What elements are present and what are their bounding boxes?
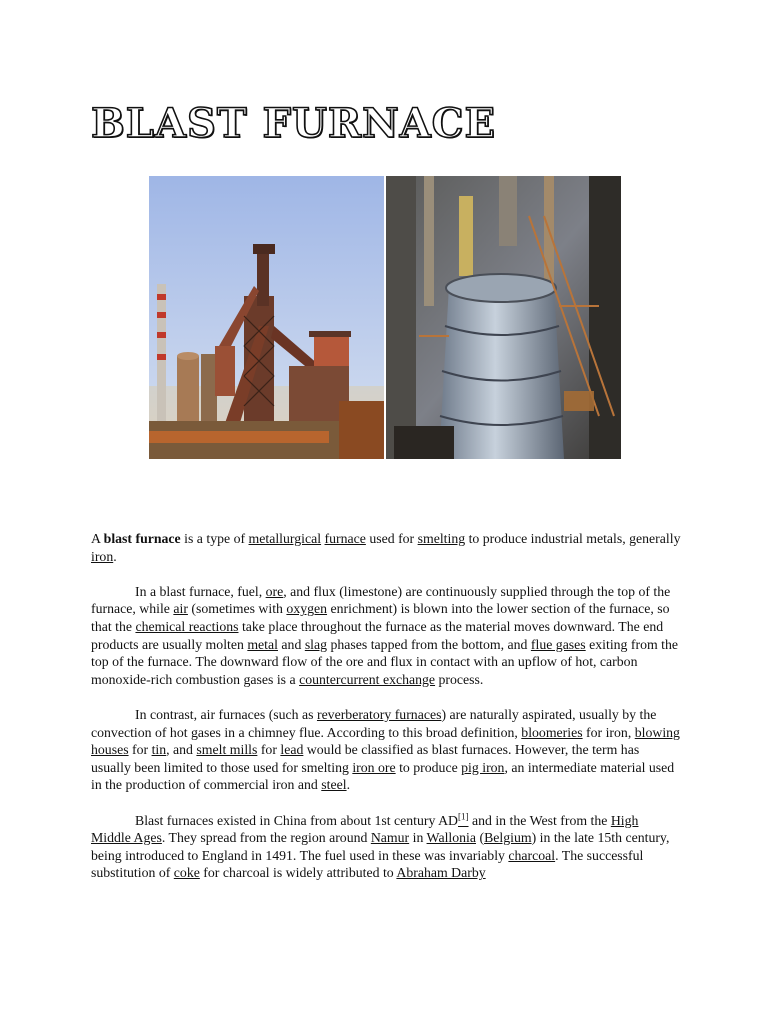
link-blowing-houses[interactable]: blowing houses — [91, 724, 680, 758]
text-run: exiting from the top of the furnace. The downward flow of the ore and flux in contact with an upflow of hot, carbon monoxide-rich combustion gases is a — [91, 636, 679, 687]
link-charcoal[interactable]: charcoal — [508, 847, 556, 863]
text-run: for charcoal is widely attributed to — [199, 865, 397, 881]
text-run: , and flux (limestone) are continuously supplied through the top of the furnace, while — [91, 583, 671, 617]
link-abraham-darby[interactable]: Abraham Darby — [396, 865, 486, 881]
text-run: In a blast furnace, fuel, — [135, 583, 266, 599]
paragraph — [91, 706, 681, 794]
link-tin[interactable]: tin — [151, 742, 167, 758]
link-chemical-reactions[interactable]: chemical reactions — [135, 618, 239, 634]
link-furnace[interactable]: furnace — [324, 531, 366, 546]
link-lead[interactable]: lead — [280, 742, 304, 758]
text-run: for iron, — [582, 724, 635, 740]
link-steel[interactable]: steel — [321, 777, 347, 793]
text-run: to produce — [395, 759, 462, 775]
link-air[interactable]: air — [173, 601, 188, 617]
paragraph — [91, 812, 681, 882]
text-run: . — [346, 777, 351, 793]
link-flue-gases[interactable]: flue gases — [530, 636, 586, 652]
text-run: , an intermediate material used in the production of commercial iron and — [91, 759, 675, 793]
text-run: ) in the late 15th century, being introduced to England in 1491. The fuel used in these was invariably — [91, 830, 670, 863]
text-run: . The successful substitution of — [91, 847, 644, 881]
text-run: Blast furnaces existed in China from about 1st century AD — [135, 812, 459, 828]
text-run: ( — [476, 830, 485, 846]
text-run: . — [113, 548, 117, 564]
link-countercurrent-exchange[interactable]: countercurrent exchange — [299, 671, 436, 687]
link-iron[interactable]: iron — [91, 548, 114, 564]
text-run: and — [277, 636, 305, 652]
link-metallurgical[interactable]: metallurgical — [248, 531, 322, 546]
exterior-photo — [149, 176, 384, 459]
citation-marker: [1] — [458, 810, 469, 821]
link-1[interactable] — [458, 810, 469, 828]
text-run: . They spread from the region around — [161, 830, 371, 846]
term-bold: blast furnace — [103, 531, 181, 546]
link-smelt-mills[interactable]: smelt mills — [196, 742, 258, 758]
link-iron-ore[interactable]: iron ore — [352, 759, 396, 775]
text-run: used for — [365, 531, 418, 546]
paragraph — [91, 530, 681, 565]
link-oxygen[interactable]: oxygen — [286, 601, 328, 617]
text-run: ) are naturally aspirated, usually by the convection of hot gases in a chimney flue. According to this broad definition, — [91, 706, 657, 740]
text-run: in — [409, 830, 427, 846]
link-belgium[interactable]: Belgium — [484, 830, 532, 846]
link-smelting[interactable]: smelting — [417, 531, 466, 546]
text-run: take place throughout the furnace as the material moves downward. The end products are usually molten — [91, 618, 664, 652]
link-metal[interactable]: metal — [247, 636, 278, 652]
article-body — [91, 530, 681, 899]
link-ore[interactable]: ore — [265, 583, 284, 599]
page-title: BLAST FURNACE — [91, 100, 496, 147]
link-high-middle-ages[interactable]: High Middle Ages — [91, 812, 639, 846]
text-run: process. — [435, 671, 484, 687]
interior-photo — [386, 176, 621, 459]
text-run: for — [128, 742, 152, 758]
text-run: , and — [166, 742, 197, 758]
text-run: phases tapped from the bottom, and — [327, 636, 531, 652]
link-slag[interactable]: slag — [304, 636, 328, 652]
text-run: would be classified as blast furnaces. However, the term has usually been limited to those used for smelting — [91, 742, 640, 775]
link-reverberatory-furnaces[interactable]: reverberatory furnaces — [316, 706, 442, 722]
text-run: and in the West from the — [468, 812, 611, 828]
text-run: to produce industrial metals, generally — [465, 531, 681, 546]
link-wallonia[interactable]: Wallonia — [426, 830, 477, 846]
text-run: In contrast, air furnaces (such as — [135, 706, 317, 722]
link-namur[interactable]: Namur — [370, 830, 410, 846]
link-bloomeries[interactable]: bloomeries — [521, 724, 583, 740]
link-coke[interactable]: coke — [173, 865, 200, 881]
link-pig-iron[interactable]: pig iron — [461, 759, 505, 775]
text-run: is a type of — [180, 531, 249, 546]
text-run: (sometimes with — [187, 601, 287, 617]
paragraph — [91, 583, 681, 689]
text-run: enrichment) is blown into the lower section of the furnace, so that the — [91, 601, 670, 634]
blast-furnace-photos — [149, 176, 621, 459]
text-run: A — [91, 531, 104, 546]
text-run: for — [257, 742, 281, 758]
